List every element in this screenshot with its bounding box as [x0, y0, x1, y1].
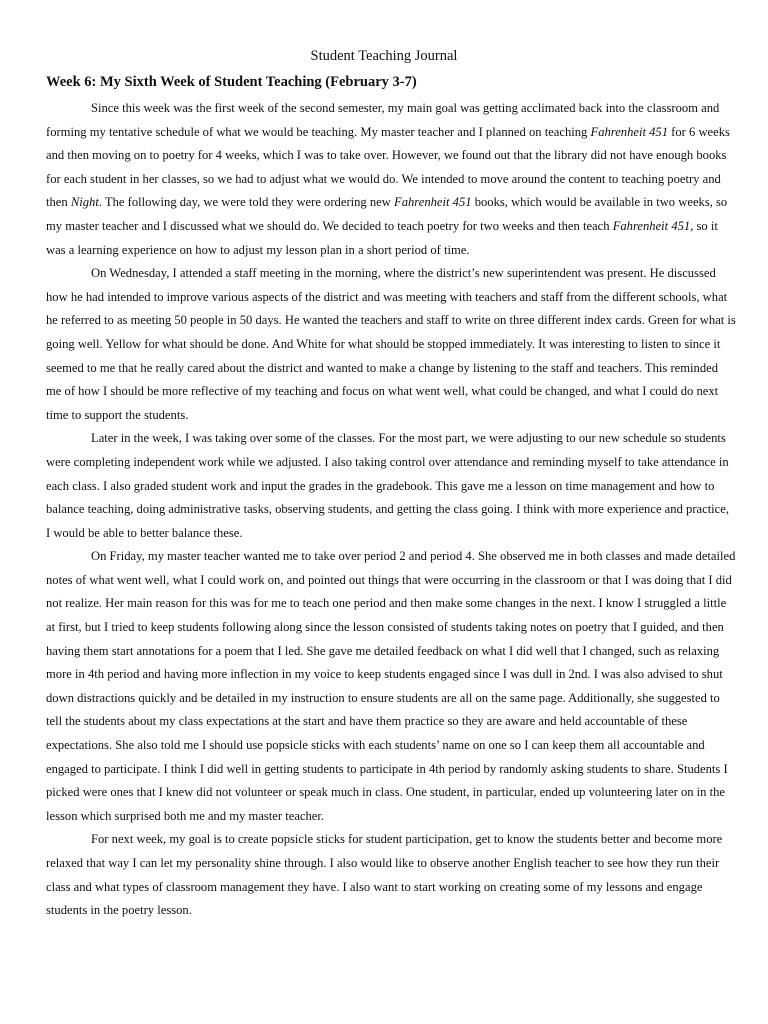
paragraph-text: Since this week was the first week of the second semester, my main goal was getting acclimated back into the classroom and forming my tentative schedule of what we would be teaching. My master teacher and I planned on teaching — [46, 101, 720, 139]
week-heading: Week 6: My Sixth Week of Student Teaching (February 3-7) — [46, 74, 417, 90]
italic-title: Fahrenheit 451 — [394, 195, 472, 210]
journal-paragraph — [46, 262, 736, 427]
document-title: Student Teaching Journal — [310, 48, 458, 64]
journal-body — [46, 97, 736, 923]
paragraph-text: On Wednesday, I attended a staff meeting in the morning, where the district’s new superintendent was present. He discussed how he had intended to improve various aspects of the district and was meeting with teachers and staff from the different schools, what he referred to as meeting 50 people in 50 days. He wanted the teachers and staff to write on three different index cards. Green for what is going well. Yellow for what should be done. And White for what should be stopped immediately. It was interesting to listen to since it seemed to me that he really cared about the district and wanted to make a change by listening to the staff and teachers. This reminded me of how I should be more reflective of my teaching and focus on what went well, what could be changed, and what I could do next time to support the students. — [46, 266, 736, 422]
paragraph-text: books, which would be available in two weeks, so my master teacher and I discussed what we should do. We decided to teach poetry for two weeks and then teach — [46, 195, 728, 233]
paragraph-text: . The following day, we were told they were ordering new — [98, 195, 395, 210]
paragraph-text: , so it was a learning experience on how to adjust my lesson plan in a short period of time. — [46, 218, 718, 257]
journal-paragraph — [46, 427, 736, 545]
paragraph-text: Later in the week, I was taking over some of the classes. For the most part, we were adjusting to our new schedule so students were completing independent work while we adjusted. I also taking control over attendance and reminding myself to take attendance in each class. I also graded student work and input the grades in the gradebook. This gave me a lesson on time management and how to balance teaching, doing administrative tasks, observing students, and getting the class going. I think with more experience and practice, I would be able to better balance these. — [46, 431, 730, 540]
journal-paragraph — [46, 545, 736, 828]
journal-paragraph — [46, 828, 736, 922]
journal-paragraph — [46, 97, 736, 262]
italic-title: Fahrenheit 451 — [590, 124, 669, 139]
paragraph-text: On Friday, my master teacher wanted me to take over period 2 and period 4. She observed me in both classes and made detailed notes of what went well, what I could work on, and pointed out things that were occurring in the classroom or that I was doing that I did not realize. Her main reason for this was for me to teach one period and then make some changes in the next. I know I struggled a little at first, but I tried to keep students following along since the lesson consisted of students taking notes on poetry that I guided, and then having them start annotations for a poem that I led. She gave me detailed feedback on what I did well that I changed, such as relaxing more in 4th period and having more inflection in my voice to keep students engaged since I was dull in 2nd. I was also advised to shut down distractions quickly and be detailed in my instruction to ensure students are all on the same page. Additionally, she suggested to tell the students about my class expectations at the start and have them practice so they are aware and held accountable of these expectations. She also told me I should use popsicle sticks with each students’ name on one so I can keep them all accountable and engaged to participate. I think I did well in getting students to participate in 4th period by randomly asking students to share. Students I picked were ones that I knew did not volunteer or speak much in class. One student, in particular, ended up volunteering later on in the lesson which surprised both me and my master teacher. — [46, 549, 736, 823]
italic-title: Fahrenheit 451 — [612, 218, 691, 233]
italic-title: Night — [70, 195, 99, 210]
paragraph-text: For next week, my goal is to create popsicle sticks for student participation, get to know the students better and become more relaxed that way I can let my personality shine through. I also would like to observe another English teacher to see how they run their class and what types of classroom management they have. I also want to start working on creating some of my lessons and engage students in the poetry lesson. — [46, 832, 723, 918]
paragraph-text: for 6 weeks and then moving on to poetry for 4 weeks, which I was to take over. However, we found out that the library did not have enough books for each student in her classes, so we had to adjust what we would do. We intended to move around the content to teaching poetry and then — [46, 124, 730, 210]
